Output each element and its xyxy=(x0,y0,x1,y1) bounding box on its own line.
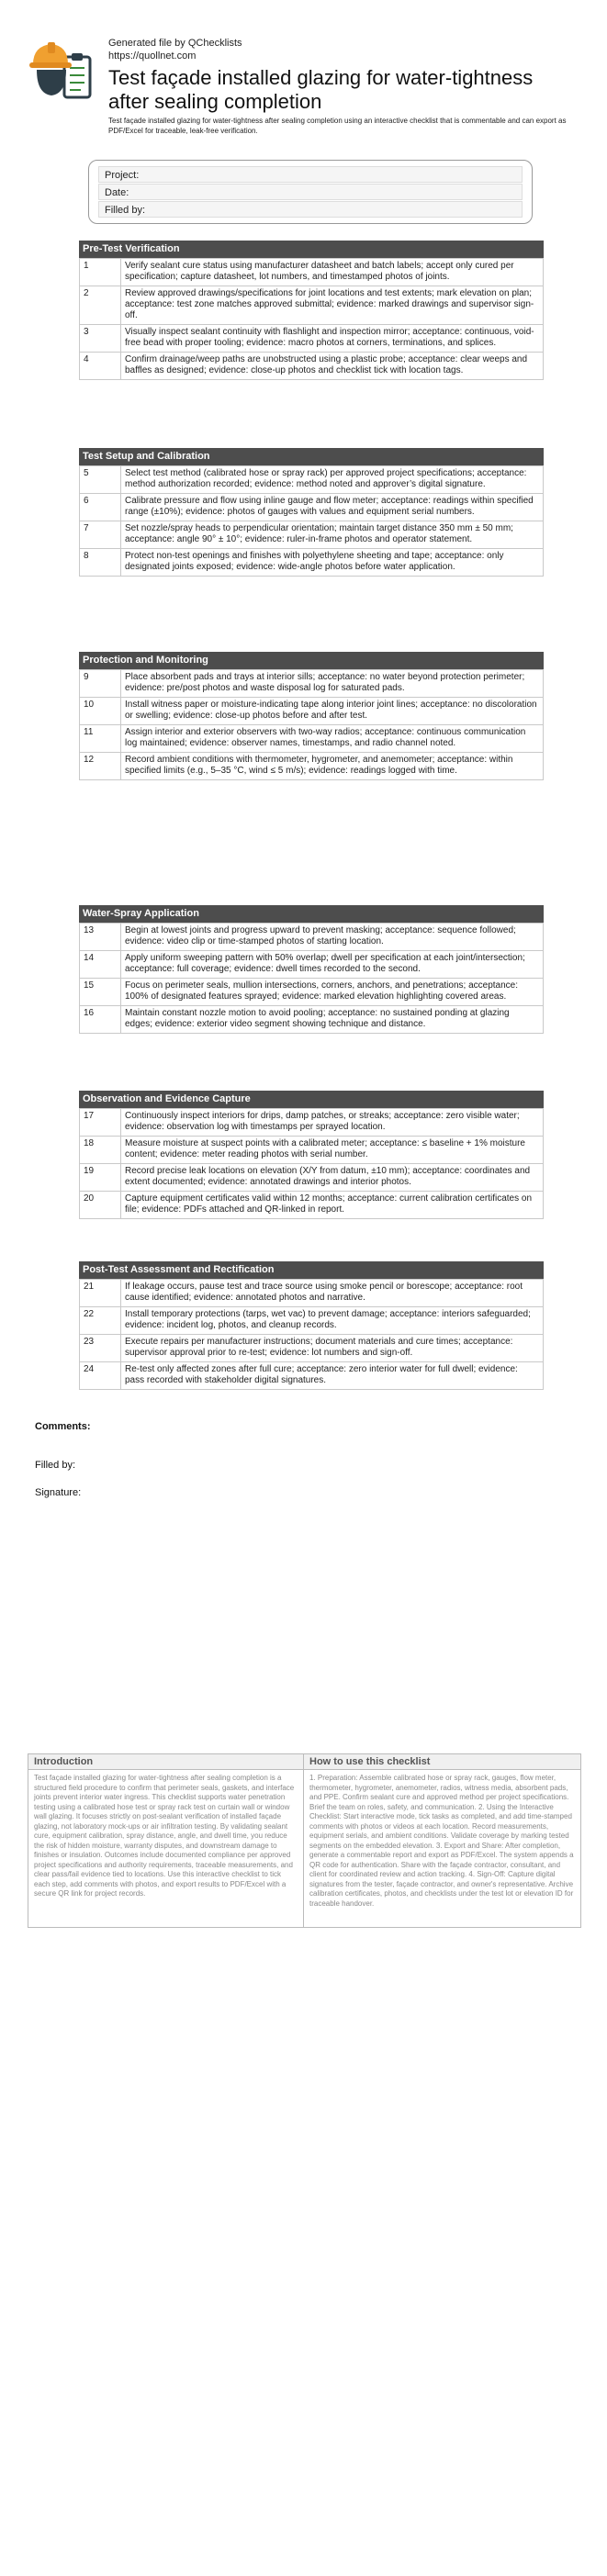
introduction-column xyxy=(28,1754,304,1927)
checklist-table xyxy=(79,465,544,577)
item-number: 22 xyxy=(80,1307,121,1335)
table-row[interactable] xyxy=(80,753,544,780)
item-text: Calibrate pressure and flow using inline gauge and flow meter; acceptance: readings within specified range (±10%); evidence: photos of gauges with values and equipment serial numbers. xyxy=(121,494,544,521)
item-number: 9 xyxy=(80,670,121,698)
filled-by-field[interactable]: Filled by: xyxy=(98,201,523,218)
project-field[interactable]: Project: xyxy=(98,166,523,183)
project-info-box xyxy=(88,160,533,224)
item-text: Install witness paper or moisture-indicating tape along interior joint lines; acceptance: no discoloration or swelling; evidence: close-up photos before and after test. xyxy=(121,698,544,725)
table-row[interactable] xyxy=(80,494,544,521)
page-title: Test façade installed glazing for water-tightness after sealing completion xyxy=(108,66,534,113)
item-number: 6 xyxy=(80,494,121,521)
comments-label: Comments: xyxy=(35,1421,91,1432)
item-number: 2 xyxy=(80,286,121,325)
item-number: 7 xyxy=(80,521,121,549)
item-number: 23 xyxy=(80,1335,121,1362)
section-post-test-assessment xyxy=(79,1261,544,1390)
item-text: Capture equipment certificates valid within 12 months; acceptance: current calibration certificates on file; evidence: PDFs attached and QR-linked in report. xyxy=(121,1192,544,1219)
item-number: 15 xyxy=(80,979,121,1006)
section-pre-test-verification xyxy=(79,241,544,380)
checklist-table xyxy=(79,1279,544,1390)
item-text: If leakage occurs, pause test and trace source using smoke pencil or borescope; acceptance: root cause identified; evidence: annotated photos and narrative. xyxy=(121,1280,544,1307)
generated-by-text: Generated file by QChecklists xyxy=(108,38,242,49)
page-description: Test façade installed glazing for water-tightness after sealing completion using an interactive checklist that is commentable and can export as PDF/Excel for traceable, leak-free verification. xyxy=(108,117,567,135)
section-heading: Post-Test Assessment and Rectification xyxy=(79,1261,544,1279)
item-text: Visually inspect sealant continuity with flashlight and inspection mirror; acceptance: continuous, void-free bead with proper tooling; evidence: macro photos at corners, terminations, and splices. xyxy=(121,325,544,353)
item-number: 16 xyxy=(80,1006,121,1034)
table-row[interactable] xyxy=(80,1280,544,1307)
date-field[interactable]: Date: xyxy=(98,184,523,200)
item-text: Review approved drawings/specifications for joint locations and test extents; mark elevation on plan; acceptance: test zone matches approved submittal; evidence: marked drawings and supervisor sign-off. xyxy=(121,286,544,325)
item-text: Continuously inspect interiors for drips, damp patches, or streaks; acceptance: zero visible water; evidence: observation log with timestamps per sprayed location. xyxy=(121,1109,544,1137)
section-test-setup-calibration xyxy=(79,448,544,577)
item-text: Verify sealant cure status using manufacturer datasheet and batch labels; accept only cured per specification; capture datasheet, lot numbers, and timestamped photos of joints. xyxy=(121,259,544,286)
section-observation-evidence xyxy=(79,1091,544,1219)
checklist-table xyxy=(79,1108,544,1219)
section-heading: Water-Spray Application xyxy=(79,905,544,923)
checklist-table xyxy=(79,258,544,380)
item-text: Record precise leak locations on elevation (X/Y from datum, ±10 mm); acceptance: coordinates and extent documented; evidence: annotated drawings and interior photos. xyxy=(121,1164,544,1192)
footer-info xyxy=(28,1753,581,1928)
how-to-heading: How to use this checklist xyxy=(304,1754,580,1770)
hardhat-checklist-icon xyxy=(28,37,96,103)
table-row[interactable] xyxy=(80,924,544,951)
table-row[interactable] xyxy=(80,325,544,353)
checklist-table xyxy=(79,669,544,780)
table-row[interactable] xyxy=(80,670,544,698)
table-row[interactable] xyxy=(80,1109,544,1137)
section-heading: Test Setup and Calibration xyxy=(79,448,544,465)
item-number: 3 xyxy=(80,325,121,353)
source-url-link[interactable]: https://quollnet.com xyxy=(108,50,197,62)
how-to-text: 1. Preparation: Assemble calibrated hose or spray rack, gauges, flow meter, thermometer, hygrometer, anemometer, radios, witness media, absorbent pads, and PPE. Confirm sealant cure and approved method per project specifications. Brief the team on roles, safety, and communication. 2. Using the Interactive Checklist: Start interactive mode, tick tasks as completed, and add time-stamped comments with photos or videos at each location. Record measurements, equipment serials, and ambient conditions. Validate coverage by marking tested segments on the embedded elevation. 3. Export and Share: After completion, generate a commentable report and export as PDF/Excel. The system appends a QR code for authentication. Share with the façade contractor, consultant, and client for coordinated review and action tracking. 4. Sign-Off: Capture digital signatures from the tester, façade contractor, and owner's representative. Archive calibration certificates, photos, and checklists under the test lot or elevation ID for traceable handover. xyxy=(309,1774,574,1908)
section-heading: Protection and Monitoring xyxy=(79,652,544,669)
item-number: 21 xyxy=(80,1280,121,1307)
item-number: 14 xyxy=(80,951,121,979)
section-water-spray-application xyxy=(79,905,544,1034)
item-text: Confirm drainage/weep paths are unobstructed using a plastic probe; acceptance: clear weeps and baffles as designed; evidence: close-up photos and checklist tick with location tags. xyxy=(121,353,544,380)
filled-by-label: Filled by: xyxy=(35,1460,76,1471)
signature-label: Signature: xyxy=(35,1487,82,1498)
table-row[interactable] xyxy=(80,259,544,286)
checklist-table xyxy=(79,923,544,1034)
table-row[interactable] xyxy=(80,466,544,494)
item-text: Re-test only affected zones after full cure; acceptance: zero interior water for full dwell; evidence: pass recorded with stakeholder digital signatures. xyxy=(121,1362,544,1390)
item-text: Set nozzle/spray heads to perpendicular orientation; maintain target distance 350 mm ± 50 mm; acceptance: angle 90° ± 10°; evidence: ruler-in-frame photos and operator statement. xyxy=(121,521,544,549)
table-row[interactable] xyxy=(80,979,544,1006)
item-text: Apply uniform sweeping pattern with 50% overlap; dwell per specification at each joint/intersection; acceptance: full coverage; evidence: dwell times recorded to the second. xyxy=(121,951,544,979)
table-row[interactable] xyxy=(80,1137,544,1164)
item-text: Record ambient conditions with thermometer, hygrometer, and anemometer; acceptance: within specified limits (e.g., 5–35 °C, wind ≤ 5 m/s); evidence: readings logged with time. xyxy=(121,753,544,780)
item-text: Protect non-test openings and finishes with polyethylene sheeting and tape; acceptance: only designated joints exposed; evidence: wide-angle photos before water application. xyxy=(121,549,544,577)
item-number: 24 xyxy=(80,1362,121,1390)
item-text: Place absorbent pads and trays at interior sills; acceptance: no water beyond protection perimeter; evidence: pre/post photos and waste disposal log for saturated pads. xyxy=(121,670,544,698)
item-text: Focus on perimeter seals, mullion intersections, corners, anchors, and penetrations; acceptance: 100% of designated features sprayed; evidence: marked elevation highlighting covered areas. xyxy=(121,979,544,1006)
item-number: 5 xyxy=(80,466,121,494)
how-to-column xyxy=(304,1754,580,1927)
table-row[interactable] xyxy=(80,951,544,979)
table-row[interactable] xyxy=(80,1006,544,1034)
introduction-heading: Introduction xyxy=(28,1754,303,1770)
table-row[interactable] xyxy=(80,1164,544,1192)
section-heading: Observation and Evidence Capture xyxy=(79,1091,544,1108)
item-number: 11 xyxy=(80,725,121,753)
item-number: 8 xyxy=(80,549,121,577)
table-row[interactable] xyxy=(80,1192,544,1219)
table-row[interactable] xyxy=(80,698,544,725)
item-number: 12 xyxy=(80,753,121,780)
item-text: Install temporary protections (tarps, wet vac) to prevent damage; acceptance: interiors safeguarded; evidence: incident log, photos, and cleanup records. xyxy=(121,1307,544,1335)
table-row[interactable] xyxy=(80,549,544,577)
item-number: 17 xyxy=(80,1109,121,1137)
item-text: Measure moisture at suspect points with a calibrated meter; acceptance: ≤ baseline + 1% moisture content; evidence: meter reading photos with serial number. xyxy=(121,1137,544,1164)
item-number: 4 xyxy=(80,353,121,380)
item-number: 13 xyxy=(80,924,121,951)
table-row[interactable] xyxy=(80,1307,544,1335)
item-text: Assign interior and exterior observers with two-way radios; acceptance: continuous communication log maintained; evidence: observer names, timestamps, and radio channel noted. xyxy=(121,725,544,753)
introduction-text: Test façade installed glazing for water-tightness after sealing completion is a structured field procedure to confirm that perimeter seals, gaskets, and interface joints prevent interior water ingress. This checklist supports water penetration testing using a calibrated hose test or spray rack test on curtain wall or window wall glazing. It focuses strictly on post-sealant verification of installed façade glazing, not laboratory mock-ups or air infiltration testing. By validating sealant cure, equipment calibration, spray distance, angle, and dwell time, you reduce the risk of hidden moisture, warranty disputes, and downstream damage to finishes or insulation. Outcomes include documented compliance per approved project specifications and authority requirements, traceable measurements, and clear pass/fail evidence tied to locations. Use this interactive checklist to tick each step, add comments with photos, and export results to PDF/Excel with a secure QR link for project records. xyxy=(34,1774,295,1898)
table-row[interactable] xyxy=(80,286,544,325)
item-text: Select test method (calibrated hose or spray rack) per approved project specifications; acceptance: method authorization recorded; evidence: method noted and approver’s digital signature. xyxy=(121,466,544,494)
item-text: Execute repairs per manufacturer instructions; document materials and cure times; acceptance: supervisor approval prior to re-test; evidence: lot numbers and sign-off. xyxy=(121,1335,544,1362)
section-heading: Pre-Test Verification xyxy=(79,241,544,258)
item-number: 18 xyxy=(80,1137,121,1164)
table-row[interactable] xyxy=(80,521,544,549)
table-row[interactable] xyxy=(80,353,544,380)
item-number: 10 xyxy=(80,698,121,725)
table-row[interactable] xyxy=(80,1362,544,1390)
item-number: 1 xyxy=(80,259,121,286)
item-text: Maintain constant nozzle motion to avoid pooling; acceptance: no sustained ponding at glazing edges; evidence: exterior video segment showing technique and distance. xyxy=(121,1006,544,1034)
section-protection-monitoring xyxy=(79,652,544,780)
item-number: 19 xyxy=(80,1164,121,1192)
table-row[interactable] xyxy=(80,725,544,753)
item-text: Begin at lowest joints and progress upward to prevent masking; acceptance: sequence followed; evidence: video clip or time-stamped photos of starting location. xyxy=(121,924,544,951)
table-row[interactable] xyxy=(80,1335,544,1362)
item-number: 20 xyxy=(80,1192,121,1219)
